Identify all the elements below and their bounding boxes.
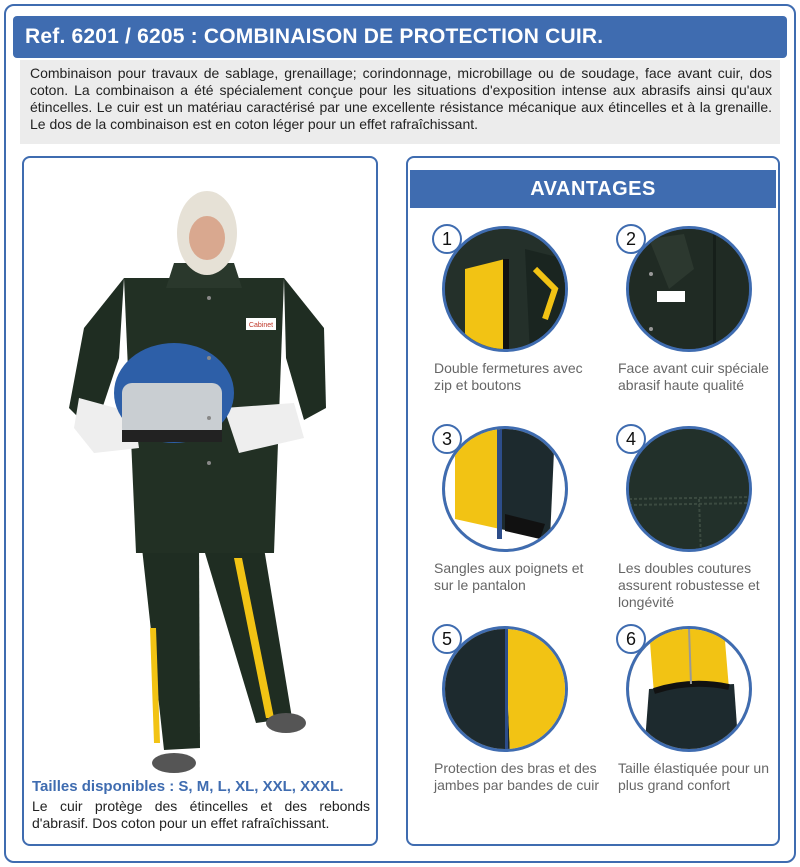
sizes-note: Le cuir protège des étincelles et des rebonds d'abrasif. Dos coton pour un effet rafraîchissant.: [32, 798, 370, 831]
advantage-photo-leather-front: [626, 226, 752, 352]
advantage-item-6: [600, 570, 780, 793]
advantage-photo-leather-bands: [442, 626, 568, 752]
advantage-caption: Les doubles coutures assurent robustesse et longévité: [618, 560, 760, 610]
advantage-photo-double-stitching: [626, 426, 752, 552]
advantage-item-5: [416, 570, 599, 793]
advantage-number: 1: [432, 224, 462, 254]
advantage-number: 4: [616, 424, 646, 454]
advantage-item-1: [416, 170, 596, 393]
advantage-caption: Double fermetures avec zip et boutons: [434, 360, 583, 393]
advantages-panel: [406, 156, 780, 846]
advantages-title: AVANTAGES: [410, 170, 776, 208]
advantage-photo-double-closure: [442, 226, 568, 352]
advantage-photo-straps: [442, 426, 568, 552]
advantage-caption: Protection des bras et des jambes par bandes de cuir: [434, 760, 599, 793]
advantage-caption: Face avant cuir spéciale abrasif haute qualité: [618, 360, 769, 393]
product-panel: [22, 156, 378, 846]
advantage-number: 6: [616, 624, 646, 654]
advantage-caption: Taille élastiquée pour un plus grand confort: [618, 760, 769, 793]
coverall-figure: [24, 158, 376, 778]
advantage-number: 5: [432, 624, 462, 654]
advantage-item-4: [600, 370, 780, 610]
available-sizes: Tailles disponibles : S, M, L, XL, XXL, XXXL.: [32, 778, 344, 795]
advantage-item-2: [600, 170, 780, 393]
badge-label: Cabinet: [248, 322, 274, 329]
advantage-number: 3: [432, 424, 462, 454]
page-title: Ref. 6201 / 6205 : COMBINAISON DE PROTECTION CUIR.: [13, 16, 787, 58]
product-description: Combinaison pour travaux de sablage, grenaillage; corindonnage, microbillage ou de soudage, face avant cuir, dos coton. La combinaison a été spécialement conçue pour les situations d'exposition intense aux abrasifs ainsi qu'aux étincelles. Le cuir est un matériau caractérisé par une excellente résistance mécanique aux étincelles et à la grenaille. Le dos de la combinaison est en coton léger pour un effet rafraîchissant.: [20, 60, 780, 144]
advantage-caption: Sangles aux poignets et sur le pantalon: [434, 560, 584, 593]
advantage-photo-elastic-waist: [626, 626, 752, 752]
advantage-number: 2: [616, 224, 646, 254]
advantage-item-3: [416, 370, 596, 593]
